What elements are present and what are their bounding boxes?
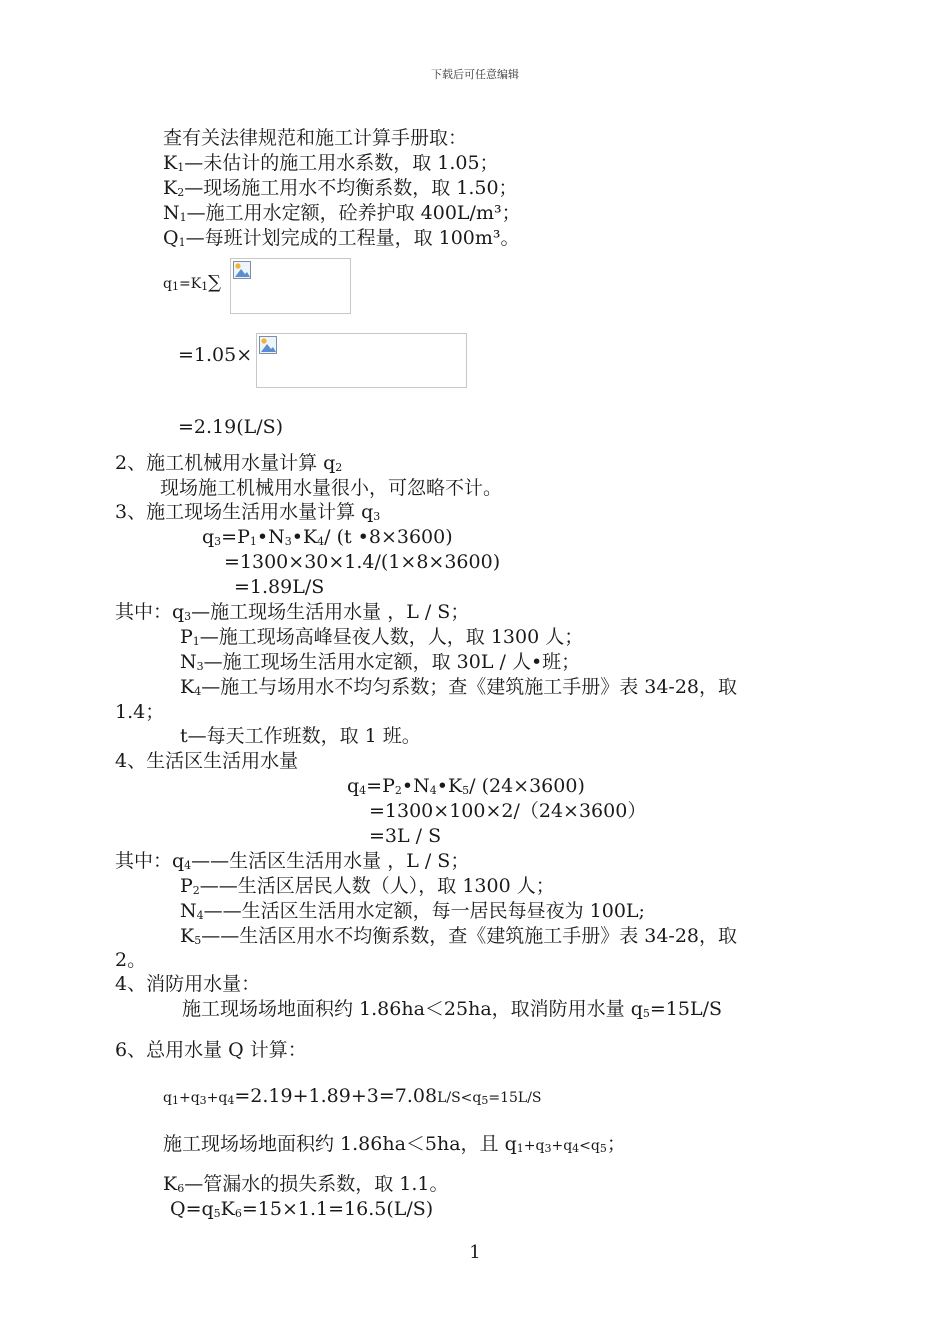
text-line: t—每天工作班数，取 1 班。	[180, 725, 421, 747]
broken-image-icon	[233, 261, 251, 279]
text-line: $K_2—$现场施工用水不均衡系数，取 1.50；	[163, 177, 518, 199]
text-line: $K_6—$管漏水的损失系数，取 1.1。	[163, 1173, 449, 1195]
text-line: $N_4——$生活区生活用水定额，每一居民每昼夜为 100L;	[180, 900, 645, 922]
formula-line: $q_1+q_3+q_4=2.19+1.89+3=7.08L/S<q_5=15L/S$	[163, 1085, 542, 1107]
formula-line: =1300×30×1.4/(1×8×3600)	[224, 551, 501, 573]
text-line: 2。	[115, 949, 147, 971]
text-line: 现场施工机械用水量很小，可忽略不计。	[160, 477, 503, 499]
text-line: 施工现场场地面积约 1.86ha＜25ha，取消防用水量 $q_5=15L/S$	[182, 998, 722, 1020]
formula-line: =1.89L/S	[234, 576, 325, 598]
formula-line: =1.05×	[178, 344, 253, 366]
section-heading: 4、消防用水量：	[115, 973, 261, 995]
section-heading: 4、生活区生活用水量	[115, 750, 299, 772]
page-number: 1	[469, 1242, 481, 1263]
broken-image-icon	[259, 336, 277, 354]
formula-line: $q_4=P_2•N_4•K_5/$ (24×3600)	[347, 775, 585, 797]
formula-line: $q_3=P_1•N_3•K_4/$ (t •8×3600)	[202, 526, 453, 548]
text-line: $K_1—$未估计的施工用水系数，取 1.05；	[163, 152, 499, 174]
text-line: $P_2——$生活区居民人数（人），取 1300 人；	[180, 875, 555, 897]
text-line: $P_1—$施工现场高峰昼夜人数，人，取 1300 人；	[180, 626, 584, 648]
section-heading: 2、施工机械用水量计算 $q_2$	[115, 452, 343, 474]
formula-line: =2.19(L/S)	[178, 416, 284, 438]
text-line: 其中：$q_3—$施工现场生活用水量 ，L / S；	[115, 601, 470, 623]
text-line: 其中：$q_4——$生活区生活用水量 ，L / S；	[115, 850, 470, 872]
text-line: 1.4；	[115, 701, 165, 723]
formula-line: =3L / S	[369, 825, 442, 847]
text-line: $N_1—$施工用水定额，砼养护取 400L/m³；	[163, 202, 521, 224]
section-heading: 3、施工现场生活用水量计算 $q_3$	[115, 501, 381, 523]
page-header: 下载后可任意编辑	[431, 68, 519, 81]
text-line: $K_4—$施工与场用水不均匀系数；查《建筑施工手册》表 34-28，取	[180, 676, 738, 698]
text-line: 施工现场场地面积约 1.86ha＜5ha，且 $q_1+q_3+q_4<q_5$；	[163, 1133, 626, 1155]
text-line: $N_3—$施工现场生活用水定额，取 30L / 人•班；	[180, 651, 581, 673]
formula-image-placeholder	[256, 333, 467, 388]
formula-q1: $q_1=K_1\sum$	[163, 272, 222, 293]
text-line: 查有关法律规范和施工计算手册取：	[163, 127, 468, 149]
formula-line: =1300×100×2/（24×3600）	[369, 800, 647, 822]
formula-line: $Q=q_5K_6=15\times 1.1=16.5(L/S)$	[170, 1198, 434, 1220]
section-heading: 6、总用水量 Q 计算：	[115, 1039, 307, 1061]
text-line: $K_5——$生活区用水不均衡系数，查《建筑施工手册》表 34-28，取	[180, 925, 738, 947]
text-line: $Q_1—$每班计划完成的工程量，取 100m³。	[163, 227, 520, 249]
